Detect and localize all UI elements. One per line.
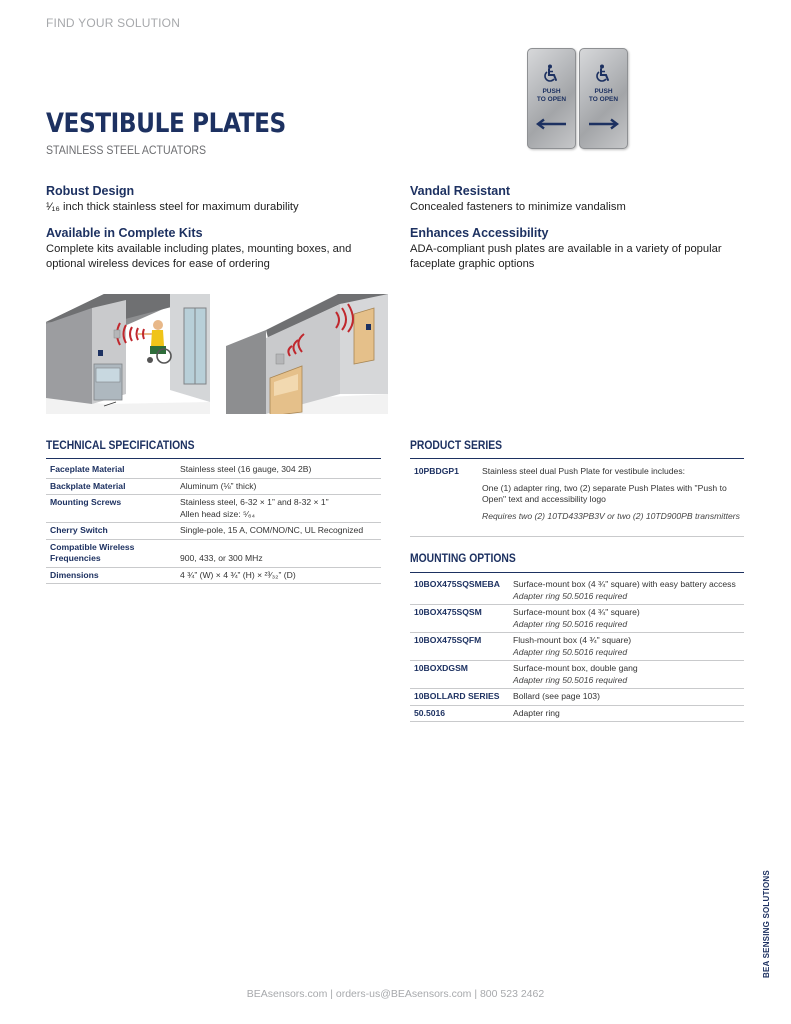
mounting-options-heading: MOUNTING OPTIONS (410, 553, 516, 565)
mounting-options-rule (410, 572, 744, 573)
table-row (46, 478, 381, 495)
vestibule-illustration-door (226, 294, 388, 414)
spec-value: Stainless steel, 6-32 × 1” and 8-32 × 1” Allen head size: ⁵⁄₆₄ (176, 495, 381, 523)
page-title: VESTIBULE PLATES (46, 108, 286, 139)
spec-label: Backplate Material (46, 478, 176, 495)
product-description: Stainless steel dual Push Plate for vestibule includes: One (1) adapter ring, two (2) separate Push Plates with "Push to Open" text and accessibility logo Requires two (2) 10TD433PB3V or two (2) 10TD900PB transmitters (482, 466, 740, 521)
product-series-heading: PRODUCT SERIES (410, 440, 503, 452)
feature-vandal-resistant (410, 184, 740, 215)
tech-specs-table (46, 462, 381, 584)
feature-title: Robust Design (46, 184, 135, 198)
spec-label: Cherry Switch (46, 523, 176, 540)
feature-text: ADA-compliant push plates are available in a variety of popular faceplate graphic options (410, 243, 722, 270)
feature-robust-design (46, 184, 376, 215)
arrow-right-icon (588, 118, 619, 130)
spec-value: Stainless steel (16 gauge, 304 2B) (176, 462, 381, 478)
spec-value: 4 ¾” (W) × 4 ¾” (H) × ²³⁄₃₂” (D) (176, 567, 381, 584)
wheelchair-icon (593, 64, 613, 84)
table-row (46, 523, 381, 540)
spec-label: Mounting Screws (46, 495, 176, 523)
feature-complete-kits (46, 226, 366, 271)
feature-text: Complete kits available including plates, mounting boxes, and optional wireless devices for ease of ordering (46, 243, 352, 270)
side-label: BEA SENSING SOLUTIONS (762, 870, 771, 978)
table-row: 10BOX475SQSM Surface-mount box (4 ¾" square) Adapter ring 50.5016 required (410, 605, 744, 633)
vestibule-illustration-wheelchair (46, 294, 210, 414)
table-row (46, 539, 381, 567)
spec-label: Dimensions (46, 567, 176, 584)
footer-contact: BEAsensors.com | orders-us@BEAsensors.com | 800 523 2462 (246, 988, 545, 1000)
feature-title: Vandal Resistant (410, 184, 511, 198)
feature-accessibility (410, 226, 730, 271)
push-plate-left (527, 48, 576, 149)
wheelchair-icon (541, 64, 561, 84)
spec-label: Faceplate Material (46, 462, 176, 478)
table-row: 50.5016 Adapter ring (410, 705, 744, 722)
feature-title: Available in Complete Kits (46, 226, 203, 240)
table-row: 10BOX475SQFM Flush-mount box (4 ¾" square) Adapter ring 50.5016 required (410, 633, 744, 661)
push-plate-product-image (527, 48, 629, 150)
table-row: 10BOX475SQSMEBA Surface-mount box (4 ¾" square) with easy battery access Adapter ring 50.5016 required (410, 577, 744, 605)
table-row (46, 495, 381, 523)
product-series-rule (410, 458, 744, 459)
section-label: FIND YOUR SOLUTION (46, 16, 181, 30)
spec-label: Compatible Wireless Frequencies (46, 539, 176, 567)
feature-text: Concealed fasteners to minimize vandalism (410, 201, 626, 213)
push-plate-right (579, 48, 628, 149)
product-code: 10PBDGP1 (414, 466, 459, 476)
plate-text: PUSH TO OPEN (536, 88, 567, 103)
table-row (46, 567, 381, 584)
page-subtitle: STAINLESS STEEL ACTUATORS (46, 145, 207, 157)
tech-specs-heading: TECHNICAL SPECIFICATIONS (46, 440, 195, 452)
mounting-options-table (410, 577, 744, 722)
spec-value: Aluminum (⅛” thick) (176, 478, 381, 495)
spec-value: Single-pole, 15 A, COM/NO/NC, UL Recognized (176, 523, 381, 540)
spec-value: 900, 433, or 300 MHz (176, 539, 381, 567)
plate-text: PUSH TO OPEN (588, 88, 619, 103)
feature-text: ¹⁄₁₆ inch thick stainless steel for maximum durability (46, 201, 299, 213)
table-row (46, 462, 381, 478)
feature-title: Enhances Accessibility (410, 226, 549, 240)
arrow-left-icon (536, 118, 567, 130)
table-row: 10BOXDGSM Surface-mount box, double gang Adapter ring 50.5016 required (410, 661, 744, 689)
table-row: 10BOLLARD SERIES Bollard (see page 103) (410, 689, 744, 706)
tech-specs-rule (46, 458, 381, 459)
